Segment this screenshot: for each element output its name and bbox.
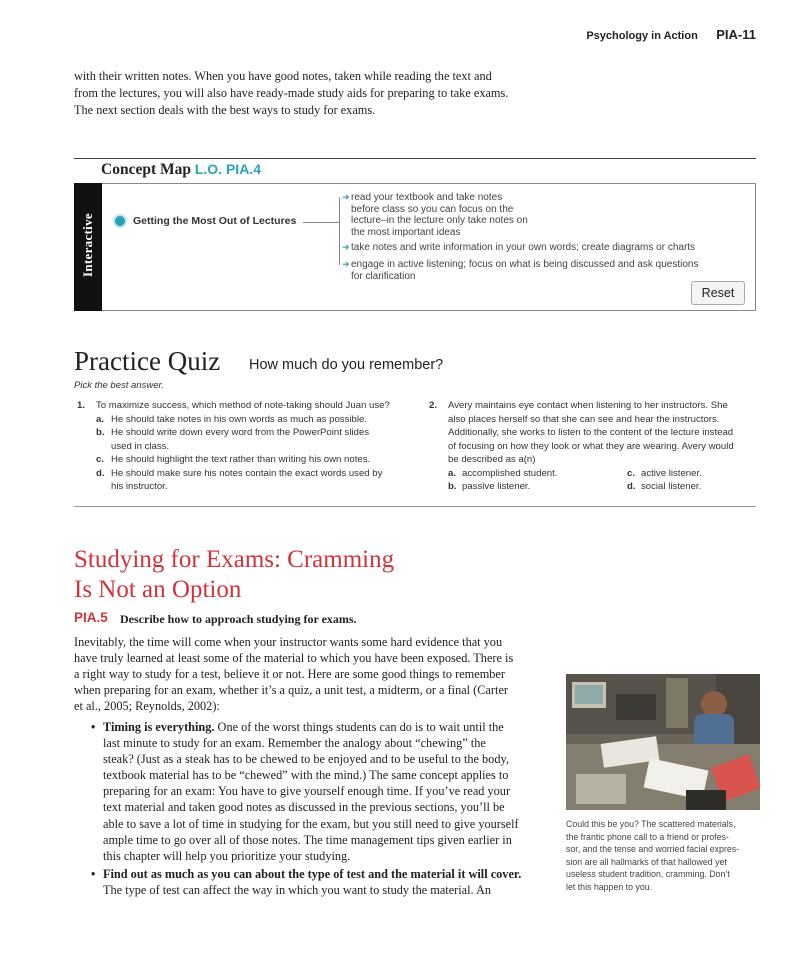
option-letter[interactable]: d.	[96, 467, 105, 479]
bullet-dot-icon: •	[91, 867, 96, 881]
option-text[interactable]: He should write down every word from the PowerPoint slides	[111, 427, 370, 438]
bullet-line: textbook material has to be “chewed” with the mind.) The same concept applies to	[103, 768, 509, 783]
student-cramming-photo	[566, 674, 760, 810]
branch-node-1[interactable]	[342, 192, 528, 238]
option-text[interactable]: accomplished student.	[462, 467, 558, 479]
intro-line: with their written notes. When you have good notes, taken while reading the text and	[74, 69, 492, 83]
quiz-instruction: Pick the best answer.	[74, 380, 164, 391]
option-letter[interactable]: b.	[448, 481, 457, 492]
interactive-sidebar	[74, 183, 102, 311]
quiz-question-2	[429, 399, 759, 499]
branch-line: take notes and write information in your own words; create diagrams or charts	[351, 242, 696, 253]
bullet-test-type	[91, 866, 534, 898]
branch-line: the most important ideas	[351, 226, 461, 238]
section-title	[74, 545, 394, 605]
branch-line: engage in active listening; focus on what is being discussed and ask questions	[351, 259, 699, 270]
option-text[interactable]: used in class.	[111, 440, 170, 452]
paragraph-line: et al., 2005; Reynolds, 2002):	[74, 699, 220, 714]
running-header	[586, 26, 756, 44]
quiz-question-1	[74, 399, 414, 499]
section-title-line: Studying for Exams: Cramming	[74, 546, 395, 573]
branch-node-2[interactable]	[342, 242, 696, 254]
concept-map-top-rule	[74, 158, 756, 159]
option-text[interactable]: active listener.	[641, 467, 702, 479]
arrow-icon: ➜	[342, 242, 350, 252]
bullet-text: One of the worst things students can do is to wait until the	[214, 720, 504, 734]
node-bullet-icon[interactable]	[115, 216, 125, 226]
quiz-title: Practice Quiz	[74, 346, 221, 376]
bullet-line: able to save a lot of time in studying for the exam, but you still need to give yourself	[103, 816, 519, 831]
question-number: 2.	[429, 400, 438, 411]
bullet-lead: Find out as much as you can about the type of test and the material it will cover.	[103, 867, 522, 881]
question-stem: of focusing on how they look or what they are wearing. Avery would	[448, 440, 734, 452]
question-number: 1.	[77, 400, 86, 411]
intro-line: The next section deals with the best ways to study for exams.	[74, 103, 376, 117]
paragraph-line: a right way to study for a test, believe it or not. Here are some good things to remember	[74, 667, 505, 682]
quiz-subtitle: How much do you remember?	[249, 357, 444, 373]
page-number: PIA-11	[716, 27, 756, 42]
caption-line: sion are all hallmarks of that hallowed yet	[566, 856, 727, 867]
quiz-bottom-rule	[74, 506, 756, 507]
option-letter[interactable]: d.	[627, 481, 636, 492]
option-letter[interactable]: c.	[96, 454, 105, 465]
reset-button[interactable]: Reset	[691, 281, 745, 305]
caption-line: let this happen to you.	[566, 881, 653, 892]
branch-connector	[339, 197, 340, 265]
branch-line: before class so you can focus on the	[351, 203, 514, 215]
paragraph-line: have truly learned at least some of the material to which you have been exposed. There is	[74, 651, 514, 666]
bullet-timing	[91, 719, 534, 864]
question-stem: be described as a(n)	[448, 454, 536, 465]
header-section: Psychology in Action	[586, 30, 698, 42]
bullet-line: preparing for an exam: You have to give yourself enough time. If you’ve read your	[103, 784, 511, 799]
option-letter[interactable]: b.	[96, 427, 105, 438]
caption-line: sor, and the tense and worried facial expres-	[566, 844, 740, 854]
bullet-line: text material and taken good notes as discussed in the previous sections, you’ll be	[103, 800, 505, 815]
question-stem: also places herself so that she can see and hear the instructors.	[448, 413, 720, 425]
section-title-line: Is Not an Option	[74, 576, 242, 603]
caption-line: Could this be you? The scattered materials,	[566, 819, 736, 829]
bullet-line: ample time to go over all of those notes. The time management tips given earlier in	[103, 832, 512, 847]
option-text[interactable]: his instructor.	[111, 481, 168, 492]
bullet-lead: Timing is everything.	[103, 720, 215, 734]
connector-line	[303, 222, 339, 223]
section-paragraph	[74, 634, 534, 714]
bullet-dot-icon: •	[91, 720, 96, 734]
intro-line: from the lectures, you will also have ready-made study aids for preparing to take exams.	[74, 86, 509, 100]
concept-node[interactable]: Getting the Most Out of Lectures	[133, 215, 297, 227]
bullet-line: The type of test can affect the way in which you want to study the material. An	[103, 883, 492, 898]
option-text[interactable]: social listener.	[641, 481, 702, 492]
question-stem: Avery maintains eye contact when listening to her instructors. She	[448, 400, 728, 411]
option-letter[interactable]: a.	[96, 413, 105, 425]
concept-map-heading: Concept Map	[101, 161, 191, 178]
bullet-line: steak? (Just as a steak has to be chewed to be enjoyed and to be useful to the body,	[103, 752, 509, 767]
interactive-label: Interactive	[80, 213, 95, 277]
option-text[interactable]: He should highlight the text rather than writing his own notes.	[111, 454, 371, 465]
caption-line: the frantic phone call to a friend or profes-	[566, 831, 729, 842]
branch-line: for clarification	[351, 270, 416, 282]
arrow-icon: ➜	[342, 259, 350, 269]
option-text[interactable]: passive listener.	[462, 481, 531, 492]
bullet-line: this chapter will help you prioritize your studying.	[103, 848, 351, 863]
option-text[interactable]: He should take notes in his own words as much as possible.	[111, 413, 367, 425]
branch-line: read your textbook and take notes	[351, 192, 503, 203]
option-letter[interactable]: c.	[627, 467, 636, 479]
arrow-icon: ➜	[342, 192, 350, 202]
branch-line: lecture–in the lecture only take notes on	[351, 215, 528, 226]
concept-map-lo: L.O. PIA.4	[194, 161, 261, 177]
learning-objective-number: PIA.5	[74, 610, 108, 625]
branch-node-3[interactable]	[342, 259, 699, 282]
learning-objective-text: Describe how to approach studying for exams.	[120, 612, 357, 626]
photo-caption	[566, 818, 760, 893]
paragraph-line: Inevitably, the time will come when your instructor wants some hard evidence that you	[74, 635, 503, 649]
intro-paragraph	[74, 68, 534, 119]
bullet-line: last minute to study for an exam. Remember the analogy about “chewing” the	[103, 736, 486, 751]
concept-map-title	[101, 161, 261, 179]
option-letter[interactable]: a.	[448, 467, 457, 479]
paragraph-line: when preparing for an exam, whether it’s a quiz, a unit test, a midterm, or a final (Carter	[74, 683, 508, 698]
question-stem: To maximize success, which method of note-taking should Juan use?	[96, 400, 390, 411]
caption-line: useless student tradition, cramming. Don’t	[566, 869, 730, 879]
option-text[interactable]: He should make sure his notes contain the exact words used by	[111, 467, 383, 479]
question-stem: Additionally, she works to listen to the content of the lecture instead	[448, 427, 734, 438]
